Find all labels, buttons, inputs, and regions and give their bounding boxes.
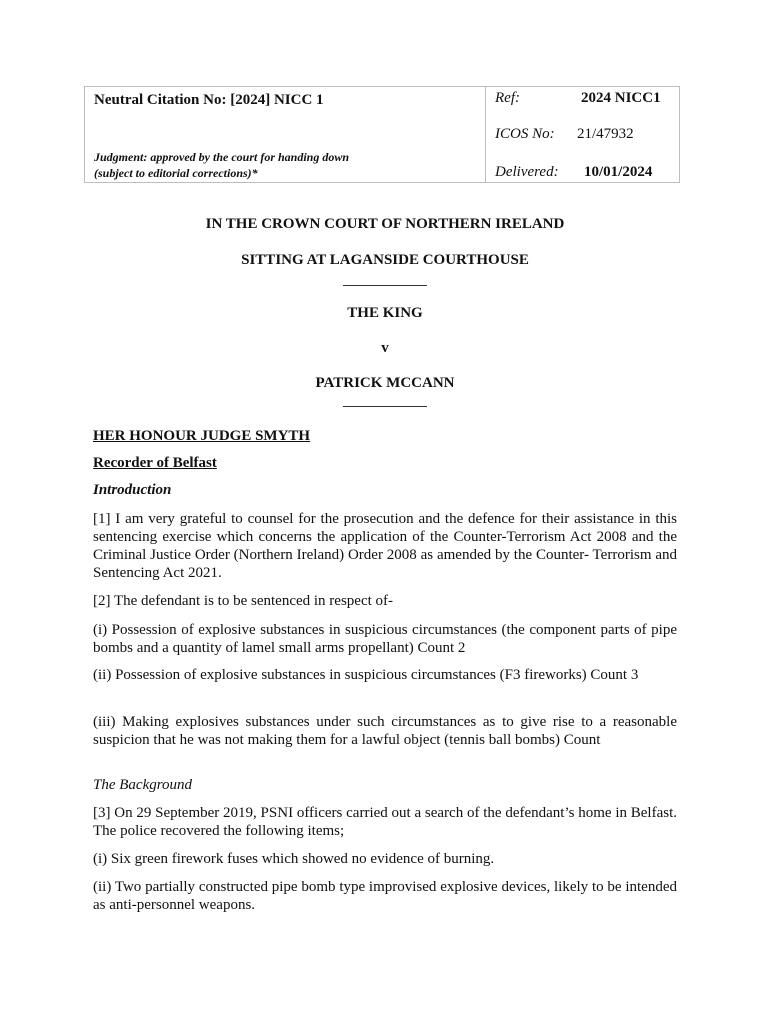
party-defendant: PATRICK MCCANN bbox=[315, 375, 455, 391]
judge-title: Recorder of Belfast bbox=[93, 455, 217, 471]
paragraph-2-i: (i) Possession of explosive substances in suspicious circumstances (the component parts of pipe bombs and a quantity of lamel small arms propellant) Count 2 bbox=[93, 622, 677, 656]
paragraph-1: [1] I am very grateful to counsel for the prosecution and the defence for their assistance in this sentencing exercise which concerns the application of the Counter-Terrorism Act 2008 and the Criminal Justice Order (Northern Ireland) Order 2008 as amended by the Counter- Terrorism and Sentencing Act 2021. bbox=[93, 511, 677, 581]
paragraph-2-iii: (iii) Making explosives substances under such circumstances as to give rise to a reasonable suspicion that he was not making them for a lawful object (tennis ball bombs) Count bbox=[93, 714, 677, 748]
court-sitting: SITTING AT LAGANSIDE COURTHOUSE bbox=[241, 252, 529, 268]
paragraph-2-ii: (ii) Possession of explosive substances in suspicious circumstances (F3 fireworks) Count 3 bbox=[93, 667, 639, 683]
paragraph-3-ii: (ii) Two partially constructed pipe bomb type improvised explosive devices, likely to be intended as anti-personnel weapons. bbox=[93, 879, 677, 913]
delivered-value: 10/01/2024 bbox=[584, 164, 653, 180]
divider-rule-top bbox=[343, 285, 427, 286]
header-divider bbox=[485, 87, 486, 182]
icos-value: 21/47932 bbox=[577, 126, 634, 142]
delivered-label: Delivered: bbox=[495, 164, 559, 180]
citation-header-table bbox=[84, 86, 680, 183]
versus: v bbox=[381, 340, 389, 356]
judgment-note-line1: Judgment: approved by the court for handing down bbox=[94, 150, 350, 164]
paragraph-2: [2] The defendant is to be sentenced in respect of- bbox=[93, 593, 394, 609]
section-background: The Background bbox=[93, 777, 193, 793]
paragraph-3-i: (i) Six green firework fuses which showed no evidence of burning. bbox=[93, 851, 495, 867]
neutral-citation: Neutral Citation No: [2024] NICC 1 bbox=[94, 92, 324, 108]
judgment-note-line2: (subject to editorial corrections)* bbox=[94, 166, 258, 180]
icos-label: ICOS No: bbox=[495, 126, 555, 142]
judge-name: HER HONOUR JUDGE SMYTH bbox=[93, 428, 311, 444]
section-introduction: Introduction bbox=[93, 482, 172, 498]
paragraph-3: [3] On 29 September 2019, PSNI officers carried out a search of the defendant’s home in Belfast. The police recovered the following items; bbox=[93, 805, 677, 839]
divider-rule-bottom bbox=[343, 406, 427, 407]
ref-label: Ref: bbox=[495, 90, 520, 106]
court-name: IN THE CROWN COURT OF NORTHERN IRELAND bbox=[205, 216, 565, 232]
judgment-note bbox=[94, 149, 349, 181]
ref-value: 2024 NICC1 bbox=[581, 90, 661, 106]
party-prosecution: THE KING bbox=[347, 305, 423, 321]
